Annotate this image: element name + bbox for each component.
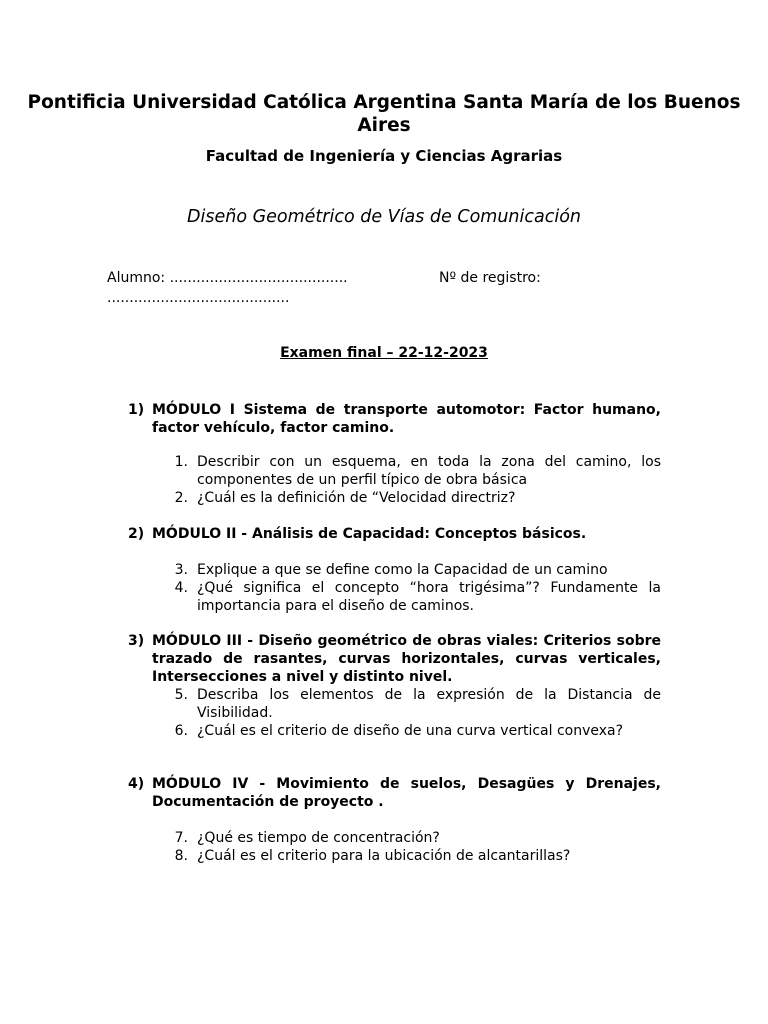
module-title: MÓDULO IV - Movimiento de suelos, Desagües y Drenajes, Documentación de proyecto . [152,776,661,810]
question-number: 5. [174,687,188,703]
module-title: MÓDULO III - Diseño geométrico de obras viales: Criterios sobre trazado de rasantes, curvas horizontales, curvas verticales, Intersecciones a nivel y distinto nivel. [152,633,661,685]
question-2 [168,489,661,507]
registration-number-label: Nº de registro: [439,270,541,286]
question-number: 2. [174,490,188,506]
question-4 [168,579,661,615]
question-8 [168,847,661,865]
registration-number-field: ......................................... [107,290,290,306]
question-number: 7. [174,830,188,846]
question-text: Describir con un esquema, en toda la zona del camino, los componentes de un perfil típico de obra básica [197,454,661,488]
question-text: ¿Qué significa el concepto “hora trigésima”? Fundamente la importancia para el diseño de caminos. [197,580,661,614]
module-2 [128,525,661,543]
module-title: MÓDULO II - Análisis de Capacidad: Conceptos básicos. [152,526,587,542]
module-4 [128,775,661,811]
module-number: 1) [128,402,145,418]
question-text: ¿Cuál es el criterio para la ubicación de alcantarillas? [197,848,571,864]
course-title: Diseño Geométrico de Vías de Comunicación [187,207,581,227]
question-text: Describa los elementos de la expresión de la Distancia de Visibilidad. [197,687,661,721]
question-text: ¿Cuál es la definición de “Velocidad directriz? [197,490,516,506]
module-title: MÓDULO I Sistema de transporte automotor: Factor humano, factor vehículo, factor camino. [152,402,661,436]
question-number: 8. [174,848,188,864]
exam-title [0,344,768,362]
module-3 [128,632,661,686]
question-number: 6. [174,723,188,739]
exam-title-text: Examen final – 22-12-2023 [280,345,488,361]
question-5 [168,686,661,722]
question-number: 1. [174,454,188,470]
question-6 [168,722,661,740]
question-number: 3. [174,562,188,578]
module-1 [128,401,661,437]
question-number: 4. [174,580,188,596]
university-title: Pontificia Universidad Católica Argentina Santa María de los Buenos Aires [27,92,741,136]
question-1 [168,453,661,489]
question-text: ¿Qué es tiempo de concentración? [197,830,440,846]
question-3 [168,561,661,579]
module-number: 2) [128,526,145,542]
student-name-field: Alumno: ........................................ [107,270,348,286]
question-text: Explique a que se define como la Capacidad de un camino [197,562,608,578]
module-number: 4) [128,776,145,792]
faculty-title: Facultad de Ingeniería y Ciencias Agrarias [205,147,563,165]
question-text: ¿Cuál es el criterio de diseño de una curva vertical convexa? [197,723,624,739]
question-7 [168,829,661,847]
module-number: 3) [128,633,145,649]
